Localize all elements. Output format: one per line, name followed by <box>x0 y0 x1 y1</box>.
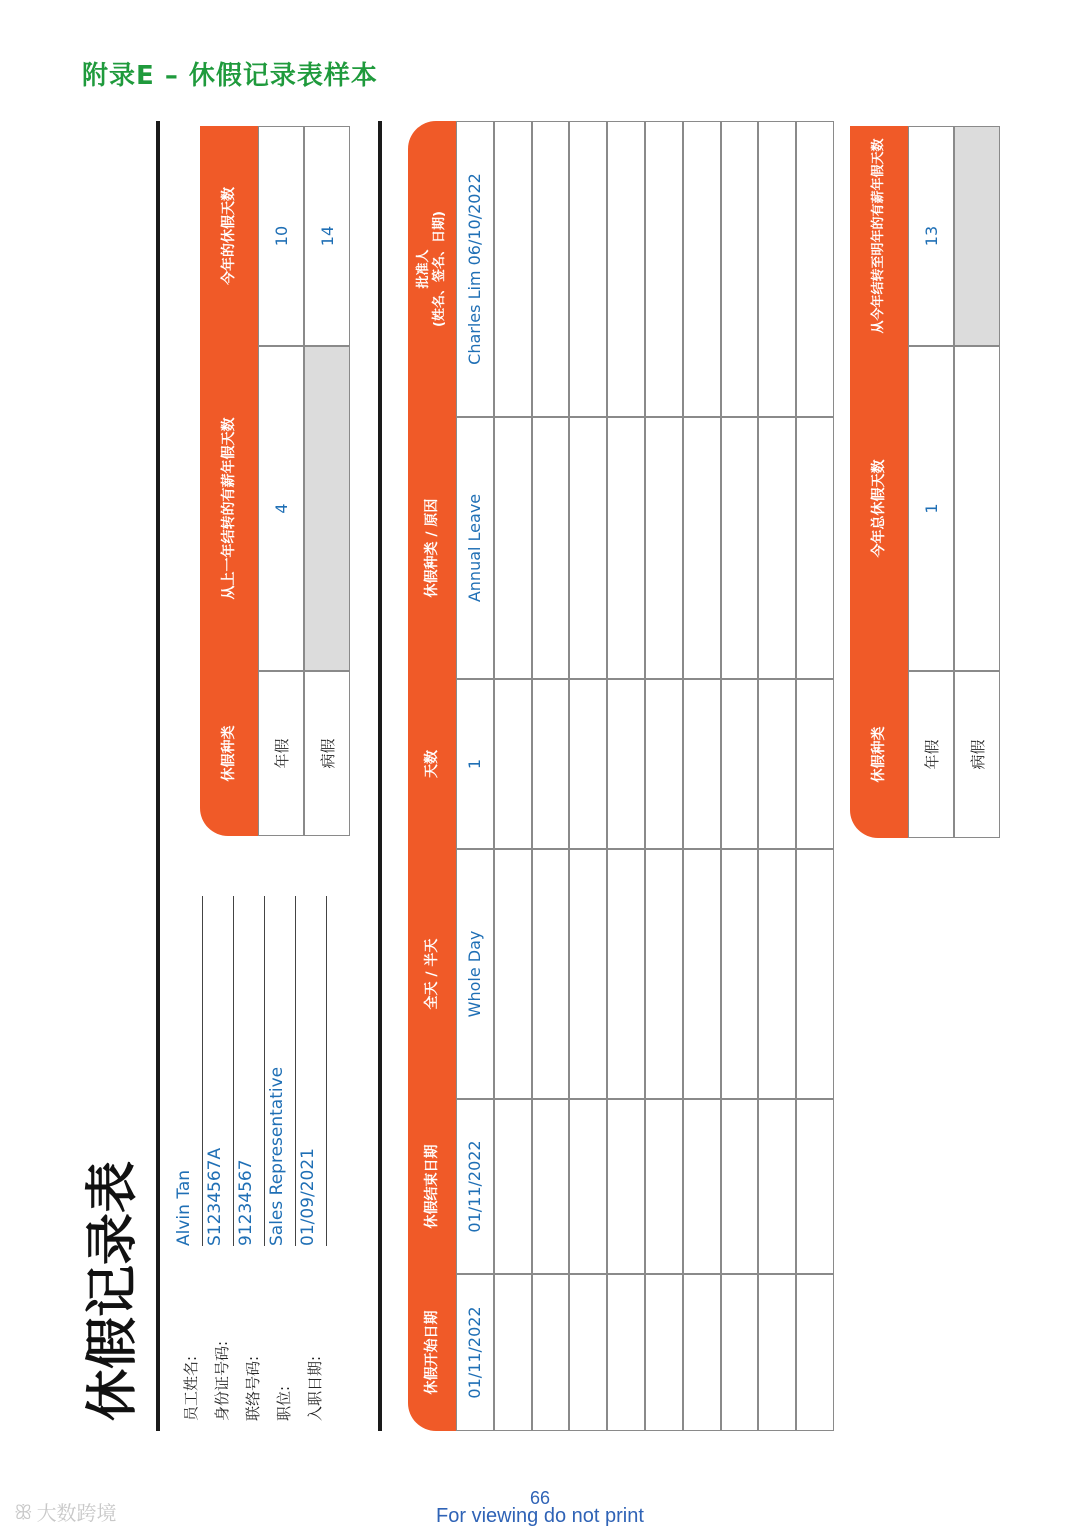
carry-next-cell <box>954 126 1000 346</box>
year-days-cell: 10 <box>258 126 304 346</box>
leave-type-cell: 病假 <box>954 671 1000 838</box>
leave-table-cell <box>532 1274 570 1431</box>
leave-table-cell <box>494 679 532 849</box>
leave-table-cell <box>494 1274 532 1431</box>
leave-table-cell <box>758 121 796 417</box>
leave-table-cell <box>607 417 645 679</box>
summary-total-table <box>850 126 1000 838</box>
leave-table-cell <box>607 1099 645 1274</box>
leave-table-cell <box>683 1099 721 1274</box>
leave-table-cell: 1 <box>456 679 494 849</box>
leave-table-cell <box>607 1274 645 1431</box>
divider <box>156 121 160 1431</box>
leave-table-cell <box>607 121 645 417</box>
total-days-cell: 1 <box>908 346 954 671</box>
summary-header: 休假种类 <box>850 671 908 838</box>
summary-header: 今年的休假天数 <box>200 126 258 346</box>
leave-table-header: 全天 / 半天 <box>408 849 456 1099</box>
leave-table-cell <box>645 849 683 1099</box>
leave-table-header: 天数 <box>408 679 456 849</box>
info-label: 入职日期: <box>306 1355 324 1421</box>
leave-table-cell: 01/11/2022 <box>456 1099 494 1274</box>
leave-table-header: 批准人 (姓名、签名、日期) <box>408 121 456 417</box>
summary-current-table <box>200 126 350 836</box>
leave-table-cell <box>532 849 570 1099</box>
leave-table-cell <box>683 417 721 679</box>
watermark-text: 大数跨境 <box>36 1501 117 1525</box>
info-row <box>265 881 297 1421</box>
summary-header: 从上一年结转的有薪年假天数 <box>200 346 258 671</box>
year-days-cell: 14 <box>304 126 350 346</box>
leave-table-cell <box>494 1099 532 1274</box>
info-label: 身份证号码: <box>213 1340 231 1421</box>
leave-table-cell <box>569 1274 607 1431</box>
leave-table-cell <box>494 121 532 417</box>
leave-table-cell <box>758 1099 796 1274</box>
leave-table-cell <box>796 1099 834 1274</box>
leave-table-cell <box>645 1274 683 1431</box>
leave-table-cell <box>721 1099 759 1274</box>
leave-table-cell <box>796 417 834 679</box>
info-value: Alvin Tan <box>174 1169 194 1246</box>
leave-type-cell: 病假 <box>304 671 350 836</box>
leave-table-cell <box>683 1274 721 1431</box>
leave-table-cell <box>721 679 759 849</box>
leave-table <box>408 121 834 1431</box>
leave-table-cell <box>758 849 796 1099</box>
info-label: 联络号码: <box>244 1355 262 1421</box>
divider <box>378 121 382 1431</box>
carried-days-cell: 4 <box>258 346 304 671</box>
leave-table-cell: Annual Leave <box>456 417 494 679</box>
leave-record-sheet-wrapper <box>70 121 1010 1431</box>
leave-table-cell: Whole Day <box>456 849 494 1099</box>
leave-table-cell: Charles Lim 06/10/2022 <box>456 121 494 417</box>
total-days-cell <box>954 346 1000 671</box>
leave-table-cell <box>721 121 759 417</box>
info-value: 91234567 <box>236 1159 256 1246</box>
info-underline <box>326 896 327 1246</box>
leave-table-cell <box>721 417 759 679</box>
leave-record-sheet <box>70 121 1010 1431</box>
leave-table-cell <box>532 417 570 679</box>
carried-days-cell <box>304 346 350 671</box>
leave-table-cell <box>683 849 721 1099</box>
leave-table-cell <box>532 1099 570 1274</box>
leave-table-cell <box>607 679 645 849</box>
leave-table-header: 休假结束日期 <box>408 1099 456 1274</box>
summary-header: 从今年结转至明年的有薪年假天数 <box>850 126 908 346</box>
watermark-logo-icon: ꕥ <box>14 1499 33 1524</box>
info-value: Sales Representative <box>267 1066 287 1246</box>
leave-table-cell <box>683 121 721 417</box>
appendix-title: 附录E – 休假记录表样本 <box>82 61 378 91</box>
leave-type-cell: 年假 <box>258 671 304 836</box>
footer-note: For viewing do not print <box>436 1505 644 1527</box>
watermark <box>14 1497 117 1526</box>
leave-table-cell <box>569 849 607 1099</box>
info-row <box>203 881 235 1421</box>
info-value: S1234567A <box>205 1147 225 1246</box>
leave-table-cell <box>721 849 759 1099</box>
leave-table-cell <box>796 121 834 417</box>
carry-next-cell: 13 <box>908 126 954 346</box>
leave-table-cell <box>569 1099 607 1274</box>
leave-table-header: 休假开始日期 <box>408 1274 456 1431</box>
leave-table-cell <box>494 849 532 1099</box>
leave-table-cell <box>758 1274 796 1431</box>
leave-table-cell <box>645 1099 683 1274</box>
leave-table-cell <box>569 121 607 417</box>
leave-table-cell <box>645 121 683 417</box>
leave-table-cell <box>796 1274 834 1431</box>
leave-table-cell <box>683 679 721 849</box>
leave-table-cell <box>645 679 683 849</box>
leave-table-cell <box>532 121 570 417</box>
info-row <box>296 881 328 1421</box>
leave-table-cell <box>758 417 796 679</box>
leave-table-cell <box>796 849 834 1099</box>
info-row <box>172 881 204 1421</box>
leave-table-cell <box>494 417 532 679</box>
info-value: 01/09/2021 <box>298 1148 318 1246</box>
leave-table-cell <box>532 679 570 849</box>
summary-header: 休假种类 <box>200 671 258 836</box>
leave-table-cell <box>569 417 607 679</box>
info-label: 职位: <box>275 1385 293 1421</box>
leave-table-cell <box>796 679 834 849</box>
leave-table-cell <box>607 849 645 1099</box>
leave-table-cell: 01/11/2022 <box>456 1274 494 1431</box>
leave-table-cell <box>758 679 796 849</box>
summary-header: 今年总休假天数 <box>850 346 908 671</box>
leave-table-header: 休假种类 / 原因 <box>408 417 456 679</box>
leave-table-cell <box>569 679 607 849</box>
info-label: 员工姓名: <box>182 1355 200 1421</box>
info-row <box>234 881 266 1421</box>
leave-table-cell <box>645 417 683 679</box>
leave-table-cell <box>721 1274 759 1431</box>
sheet-title: 休假记录表 <box>83 1160 143 1421</box>
leave-type-cell: 年假 <box>908 671 954 838</box>
page-number: 66 <box>529 1488 551 1508</box>
